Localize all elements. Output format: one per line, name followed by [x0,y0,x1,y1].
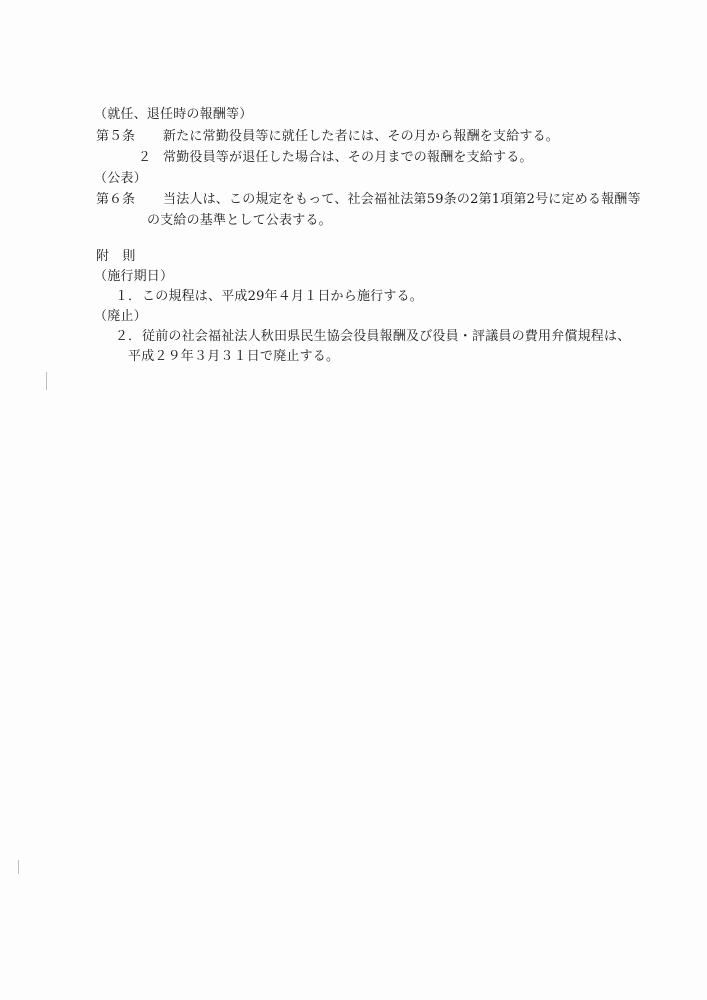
supplementary-item-text: この規程は、平成29年４月１日から施行する。 [142,289,423,304]
supplementary-item-text: 従前の社会福祉法人秋田県民生協会役員報酬及び役員・評議員の費用弁償規程は、 [142,329,631,344]
supplementary-title: 附 則 [96,249,136,264]
supplementary-heading: （廃止） [94,309,147,324]
scan-edge-mark [18,860,19,874]
article-text-continued: の支給の基準として公表する。 [147,213,332,228]
supplementary-heading: （施行期日） [94,269,174,284]
supplementary-item-number: ２． [115,329,142,344]
article-number: 第５条 [96,129,136,144]
section-heading: （公表） [94,171,147,186]
paragraph-number: ２ [138,150,152,165]
scan-edge-mark [46,372,47,390]
supplementary-item-number: １． [115,289,142,304]
section-heading: （就任、退任時の報酬等） [94,107,253,122]
article-text: 当法人は、この規定をもって、社会福祉法第59条の2第1項第2号に定める報酬等 [163,192,641,207]
article-text: 新たに常勤役員等に就任した者には、その月から報酬を支給する。 [163,129,560,144]
article-number: 第６条 [96,192,136,207]
paragraph-text: 常勤役員等が退任した場合は、その月までの報酬を支給する。 [163,150,533,165]
supplementary-item-text-continued: 平成２９年３月３１日で廃止する。 [128,349,340,364]
